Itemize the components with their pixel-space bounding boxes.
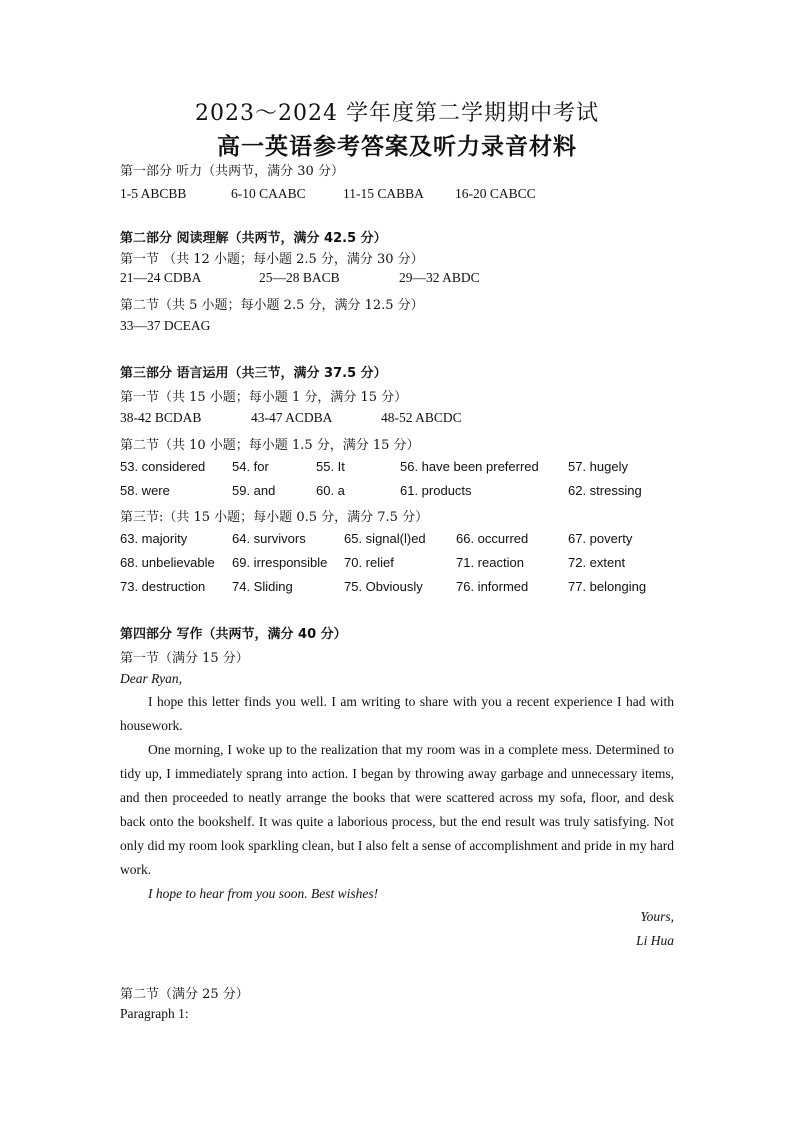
answer-item: 65. signal(l)ed xyxy=(344,531,426,546)
part4-section1: 第一节（满分 15 分） xyxy=(120,651,249,666)
answer-group: 1-5 ABCBB xyxy=(120,186,187,201)
part2-heading: 第二部分 阅读理解（共两节，满分 42.5 分） xyxy=(120,231,387,246)
part4-heading: 第四部分 写作（共两节，满分 40 分） xyxy=(120,627,347,642)
answer-item: 59. and xyxy=(232,483,276,498)
answer-item: 66. occurred xyxy=(456,531,529,546)
answer-group: 43-47 ACDBA xyxy=(251,410,333,425)
answer-item: 53. considered xyxy=(120,459,206,474)
letter-signoff: Yours, xyxy=(640,909,674,924)
answer-item: 76. informed xyxy=(456,579,529,594)
answer-item: 69. irresponsible xyxy=(232,555,328,570)
answer-item: 67. poverty xyxy=(568,531,633,546)
answer-group: 25—28 BACB xyxy=(259,270,340,285)
letter-paragraph: I hope this letter finds you well. I am writing to share with you a recent experience I had with housework. xyxy=(120,694,674,733)
answer-group: 21—24 CDBA xyxy=(120,270,202,285)
letter-signature: Li Hua xyxy=(636,933,674,948)
part3-section2: 第二节（共 10 小题；每小题 1.5 分，满分 15 分） xyxy=(120,438,420,453)
answer-item: 71. reaction xyxy=(456,555,524,570)
answer-item: 63. majority xyxy=(120,531,188,546)
answer-group: 48-52 ABCDC xyxy=(381,410,462,425)
part3-section1: 第一节（共 15 小题；每小题 1 分，满分 15 分） xyxy=(120,390,408,405)
part2-section2: 第二节（共 5 小题；每小题 2.5 分，满分 12.5 分） xyxy=(120,298,424,313)
answer-item: 64. survivors xyxy=(232,531,306,546)
answer-group: 16-20 CABCC xyxy=(455,186,536,201)
letter-salutation: Dear Ryan, xyxy=(120,671,182,686)
answer-group: 33—37 DCEAG xyxy=(120,318,211,333)
part3-section3: 第三节:（共 15 小题；每小题 0.5 分，满分 7.5 分） xyxy=(120,510,429,525)
answer-item: 58. were xyxy=(120,483,170,498)
answer-item: 73. destruction xyxy=(120,579,206,594)
exam-subtitle: 高一英语参考答案及听力录音材料 xyxy=(217,134,577,160)
answer-item: 77. belonging xyxy=(568,579,647,594)
answer-group: 6-10 CAABC xyxy=(231,186,306,201)
answer-item: 70. relief xyxy=(344,555,394,570)
exam-title: 2023～2024 学年度第二学期期中考试 xyxy=(195,101,599,126)
answer-item: 60. a xyxy=(316,483,345,498)
answer-item: 75. Obviously xyxy=(344,579,423,594)
letter-paragraph: One morning, I woke up to the realization that my room was in a complete mess. Determined to tidy up, I immediately sprang into action. I began by throwing away garbage and unnecessary items, and then proceeded to neatly arrange the books that were scattered across my sofa, floor, and desk back onto the bookshelf. It was quite a laborious process, but the end result was truly satisfying. Not only did my room look sparkling clean, but I also felt a sense of accomplishment and pride in my hard work. xyxy=(120,742,674,877)
answer-item: 72. extent xyxy=(568,555,626,570)
part1-heading: 第一部分 听力（共两节，满分 30 分） xyxy=(120,164,344,179)
answer-item: 68. unbelievable xyxy=(120,555,215,570)
answer-item: 55. It xyxy=(316,459,345,474)
answer-group: 29—32 ABDC xyxy=(399,270,480,285)
answer-item: 54. for xyxy=(232,459,269,474)
answer-item: 56. have been preferred xyxy=(400,459,539,474)
answer-item: 57. hugely xyxy=(568,459,628,474)
answer-item: 62. stressing xyxy=(568,483,642,498)
answer-item: 74. Sliding xyxy=(232,579,293,594)
part2-section1: 第一节 （共 12 小题；每小题 2.5 分，满分 30 分） xyxy=(120,252,424,267)
part3-heading: 第三部分 语言运用（共三节，满分 37.5 分） xyxy=(120,366,387,381)
answer-group: 38-42 BCDAB xyxy=(120,410,202,425)
part4-section2: 第二节（满分 25 分） xyxy=(120,987,249,1002)
answer-group: 11-15 CABBA xyxy=(343,186,424,201)
paragraph-label: Paragraph 1: xyxy=(120,1006,189,1021)
answer-item: 61. products xyxy=(400,483,472,498)
letter-closing-line: I hope to hear from you soon. Best wishes! xyxy=(148,886,379,901)
